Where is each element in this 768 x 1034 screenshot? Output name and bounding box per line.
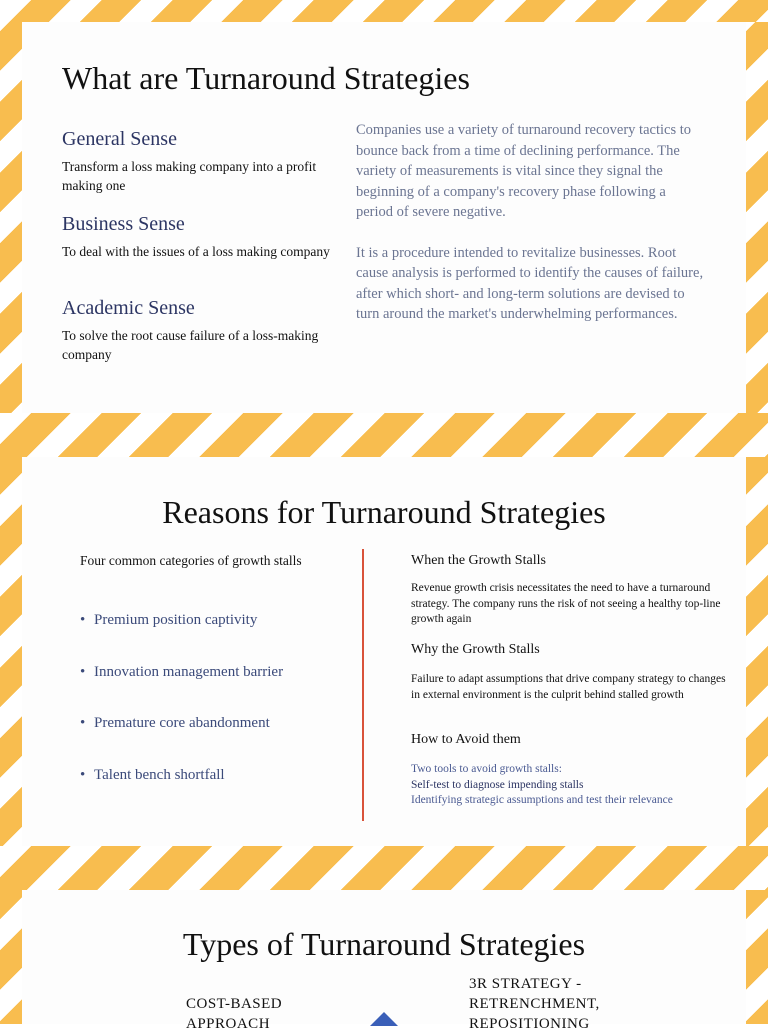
when-growth-stalls-text: Revenue growth crisis necessitates the need to have a turnaround strategy. The company runs the risk of not seeing a healthy top-line growth again (411, 582, 721, 625)
academic-sense-block (62, 297, 332, 364)
why-growth-stalls-text: Failure to adapt assumptions that drive company strategy to changes in external environment is the culprit behind stalled growth (411, 673, 726, 701)
section1-title: What are Turnaround Strategies (62, 60, 470, 96)
section3-title: Types of Turnaround Strategies (182, 926, 586, 962)
bullet-text: Talent bench shortfall (94, 766, 225, 783)
list-item (80, 715, 283, 767)
general-sense-block (62, 128, 332, 195)
list-item (80, 767, 283, 819)
when-growth-stalls-block (411, 553, 731, 628)
three-r-strategy-label: 3R STRATEGY - RETRENCHMENT, REPOSITIONING (469, 976, 600, 1032)
description-paragraph-1: Companies use a variety of turnaround recovery tactics to bounce back from a time of declining performance. The variety of measurements is vital since they signal the beginning of a company's recovery phase following a period of severe negative. (356, 122, 691, 220)
bullet-text: Premium position captivity (94, 612, 258, 628)
cost-based-approach-label: COST-BASED APPROACH (186, 996, 283, 1032)
bullet-text: Innovation management barrier (94, 663, 284, 680)
how-to-avoid-heading: How to Avoid them (411, 732, 521, 747)
how-to-avoid-line: Self-test to diagnose impending stalls (411, 778, 584, 791)
business-sense-heading: Business Sense (62, 213, 185, 235)
list-item (80, 612, 283, 664)
growth-stalls-intro: Four common categories of growth stalls (80, 553, 302, 568)
growth-stall-list (80, 612, 283, 818)
general-sense-heading: General Sense (62, 128, 177, 150)
bullet-text: Premature core abandonment (94, 715, 270, 731)
bullet-icon: • (80, 766, 86, 783)
how-to-avoid-line: Identifying strategic assumptions and test their relevance (411, 794, 673, 806)
academic-sense-heading: Academic Sense (62, 297, 195, 319)
description-paragraph-2: It is a procedure intended to revitalize businesses. Root cause analysis is performed to identify the causes of failure, after which short- and long-term solutions are devised to turn around the market's underwhelming performances. (356, 244, 704, 322)
section2-title: Reasons for Turnaround Strategies (162, 494, 606, 530)
middle-stripe-band-1 (0, 413, 768, 457)
business-sense-text: To deal with the issues of a loss making company (62, 244, 330, 259)
middle-stripe-band-2 (0, 846, 768, 890)
when-growth-stalls-heading: When the Growth Stalls (411, 553, 546, 568)
how-to-avoid-block (411, 732, 731, 809)
how-to-avoid-lines (411, 762, 731, 809)
bullet-icon: • (80, 612, 86, 628)
bullet-icon: • (80, 663, 86, 680)
list-item (80, 664, 283, 716)
bullet-icon: • (80, 715, 86, 731)
how-to-avoid-line: Two tools to avoid growth stalls: (411, 763, 562, 775)
why-growth-stalls-heading: Why the Growth Stalls (411, 642, 540, 657)
top-stripe-band (0, 0, 768, 22)
general-sense-text: Transform a loss making company into a profit making one (62, 159, 317, 193)
divider-line (362, 549, 364, 821)
academic-sense-text: To solve the root cause failure of a loss-making company (62, 328, 319, 362)
why-growth-stalls-block (411, 642, 731, 703)
business-sense-block (62, 213, 332, 261)
description-text (356, 120, 706, 345)
